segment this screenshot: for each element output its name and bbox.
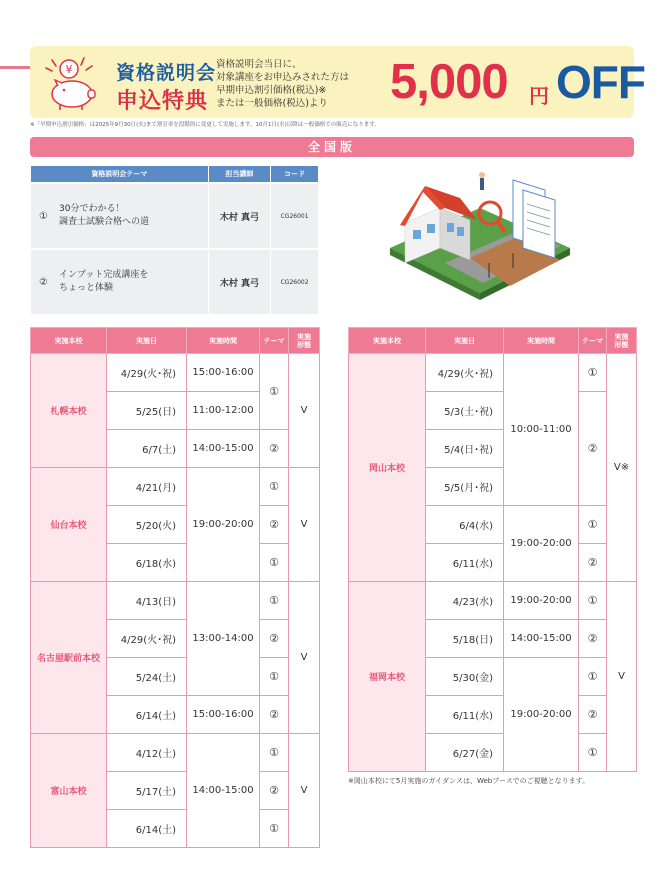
format-cell: V <box>289 468 320 582</box>
time-header: 実施時間 <box>504 328 579 354</box>
theme-number: ② <box>39 276 48 288</box>
theme-cell: ① <box>260 658 289 696</box>
banner-title-line2: 申込特典 <box>116 89 209 114</box>
banner-description <box>216 58 349 110</box>
schedule-table-right <box>348 327 637 772</box>
table-row <box>349 582 637 620</box>
theme-cell: ① <box>579 354 607 392</box>
school-header: 実施本校 <box>349 328 426 354</box>
school-cell: 富山本校 <box>31 734 107 848</box>
date-cell: 5/5(月･祝) <box>426 468 504 506</box>
time-cell: 11:00-12:00 <box>187 392 260 430</box>
format-cell: V <box>607 582 637 772</box>
time-header: 実施時間 <box>187 328 260 354</box>
theme-cell: ① <box>579 658 607 696</box>
theme-cell: ① <box>260 544 289 582</box>
theme-number: ① <box>39 210 48 222</box>
date-cell: 4/21(月) <box>107 468 187 506</box>
time-cell: 10:00-11:00 <box>504 354 579 506</box>
theme-cell: ② <box>260 620 289 658</box>
date-cell: 6/11(水) <box>426 544 504 582</box>
school-header: 実施本校 <box>31 328 107 354</box>
theme-table <box>30 166 319 314</box>
schedule-table-left <box>30 327 320 848</box>
theme-cell: ① <box>260 810 289 848</box>
theme-cell: ② <box>579 392 607 506</box>
piggy-bank-icon <box>40 52 102 112</box>
discount-amount: 5,000 <box>390 55 508 109</box>
theme-cell: ① <box>260 734 289 772</box>
date-cell: 5/25(日) <box>107 392 187 430</box>
school-cell: 仙台本校 <box>31 468 107 582</box>
survey-illustration <box>385 168 575 308</box>
theme-cell: ② <box>260 696 289 734</box>
desc-line: 資格説明会当日に、 <box>216 59 302 70</box>
theme-title <box>59 203 149 229</box>
desc-line: 早期申込割引価格(税込)※ <box>216 85 327 96</box>
date-header: 実施日 <box>426 328 504 354</box>
school-cell: 福岡本校 <box>349 582 426 772</box>
promo-banner <box>30 46 645 118</box>
section-title: 全国版 <box>30 137 634 157</box>
time-cell: 19:00-20:00 <box>504 506 579 582</box>
time-cell: 14:00-15:00 <box>187 430 260 468</box>
banner-title-line1: 資格説明会 <box>116 62 217 84</box>
date-cell: 5/24(土) <box>107 658 187 696</box>
theme-cell: ② <box>579 620 607 658</box>
early-discount-note: ※「早期申込割引価格」は2025年9月30日(火)まで割引率を段階的に変更して実施します。10月1日(水)以降は一般価格での販売になります。 <box>30 122 380 128</box>
format-header-line: 実施 <box>614 332 629 341</box>
date-cell: 6/11(水) <box>426 696 504 734</box>
theme-cell: ② <box>579 696 607 734</box>
format-cell: V <box>289 734 320 848</box>
date-cell: 6/14(土) <box>107 696 187 734</box>
date-cell: 4/12(土) <box>107 734 187 772</box>
date-cell: 6/18(水) <box>107 544 187 582</box>
okayama-web-note: ※岡山本校にて5月実施のガイダンスは、Webブースでのご視聴となります。 <box>348 777 590 785</box>
format-header-line: 実施 <box>297 332 311 341</box>
theme-cell: ① <box>260 354 289 430</box>
time-cell: 19:00-20:00 <box>504 658 579 772</box>
format-header-line: 形態 <box>297 340 311 349</box>
date-cell: 6/27(金) <box>426 734 504 772</box>
format-cell: V <box>289 582 320 734</box>
date-header: 実施日 <box>107 328 187 354</box>
date-cell: 6/14(土) <box>107 810 187 848</box>
school-cell: 札幌本校 <box>31 354 107 468</box>
theme-header: 資格説明会テーマ <box>31 166 208 182</box>
format-cell: V <box>289 354 320 468</box>
desc-line: または一般価格(税込)より <box>216 98 328 109</box>
school-cell: 岡山本校 <box>349 354 426 582</box>
theme-cell <box>31 248 208 314</box>
theme-cell: ② <box>260 772 289 810</box>
theme-title-line: 調査士試験合格への道 <box>59 217 150 227</box>
theme-cell: ② <box>260 506 289 544</box>
time-cell: 15:00-16:00 <box>187 354 260 392</box>
date-cell: 6/4(水) <box>426 506 504 544</box>
time-cell: 14:00-15:00 <box>187 734 260 848</box>
theme-title-line: インプット完成講座を <box>59 270 149 280</box>
theme-cell <box>31 182 208 248</box>
date-cell: 6/7(土) <box>107 430 187 468</box>
theme-title-line: 30分でわかる！ <box>59 204 125 214</box>
theme-cell: ① <box>579 506 607 544</box>
table-row <box>31 468 320 506</box>
time-cell: 19:00-20:00 <box>504 582 579 620</box>
theme-cell: ① <box>579 734 607 772</box>
theme-row <box>31 182 318 248</box>
school-cell: 名古屋駅前本校 <box>31 582 107 734</box>
theme-cell: ① <box>579 582 607 620</box>
date-cell: 5/18(日) <box>426 620 504 658</box>
time-cell: 14:00-15:00 <box>504 620 579 658</box>
date-cell: 4/23(水) <box>426 582 504 620</box>
lecturer-cell: 木村 真弓 <box>209 182 271 248</box>
lecturer-header: 担当講師 <box>209 166 271 182</box>
date-cell: 5/20(火) <box>107 506 187 544</box>
theme-header: テーマ <box>579 328 607 354</box>
table-row <box>349 354 637 392</box>
date-cell: 4/29(火･祝) <box>107 620 187 658</box>
table-row <box>31 582 320 620</box>
date-cell: 5/4(日･祝) <box>426 430 504 468</box>
theme-cell: ② <box>260 430 289 468</box>
table-row <box>31 734 320 772</box>
date-cell: 5/3(土･祝) <box>426 392 504 430</box>
theme-cell: ① <box>260 582 289 620</box>
desc-line: 対象講座をお申込みされた方は <box>216 72 350 83</box>
code-cell: CG26002 <box>271 248 318 314</box>
table-row <box>31 354 320 392</box>
code-header: コード <box>271 166 318 182</box>
svg-text:¥: ¥ <box>65 63 73 76</box>
date-cell: 4/29(火･祝) <box>426 354 504 392</box>
time-cell: 15:00-16:00 <box>187 696 260 734</box>
format-header <box>607 328 637 354</box>
theme-header: テーマ <box>260 328 289 354</box>
time-cell: 19:00-20:00 <box>187 468 260 582</box>
theme-cell: ① <box>260 468 289 506</box>
theme-row <box>31 248 318 314</box>
theme-title-line: ちょっと体験 <box>59 283 114 293</box>
code-cell: CG26001 <box>271 182 318 248</box>
date-cell: 5/30(金) <box>426 658 504 696</box>
decorative-line <box>0 66 34 69</box>
lecturer-cell: 木村 真弓 <box>209 248 271 314</box>
off-label: OFF <box>556 56 645 108</box>
date-cell: 4/29(火･祝) <box>107 354 187 392</box>
date-cell: 4/13(日) <box>107 582 187 620</box>
time-cell: 13:00-14:00 <box>187 582 260 696</box>
format-cell: V※ <box>607 354 637 582</box>
date-cell: 5/17(土) <box>107 772 187 810</box>
format-header-line: 形態 <box>614 340 629 349</box>
theme-title <box>59 269 148 295</box>
theme-cell: ② <box>579 544 607 582</box>
format-header <box>289 328 320 354</box>
yen-unit: 円 <box>529 84 549 108</box>
